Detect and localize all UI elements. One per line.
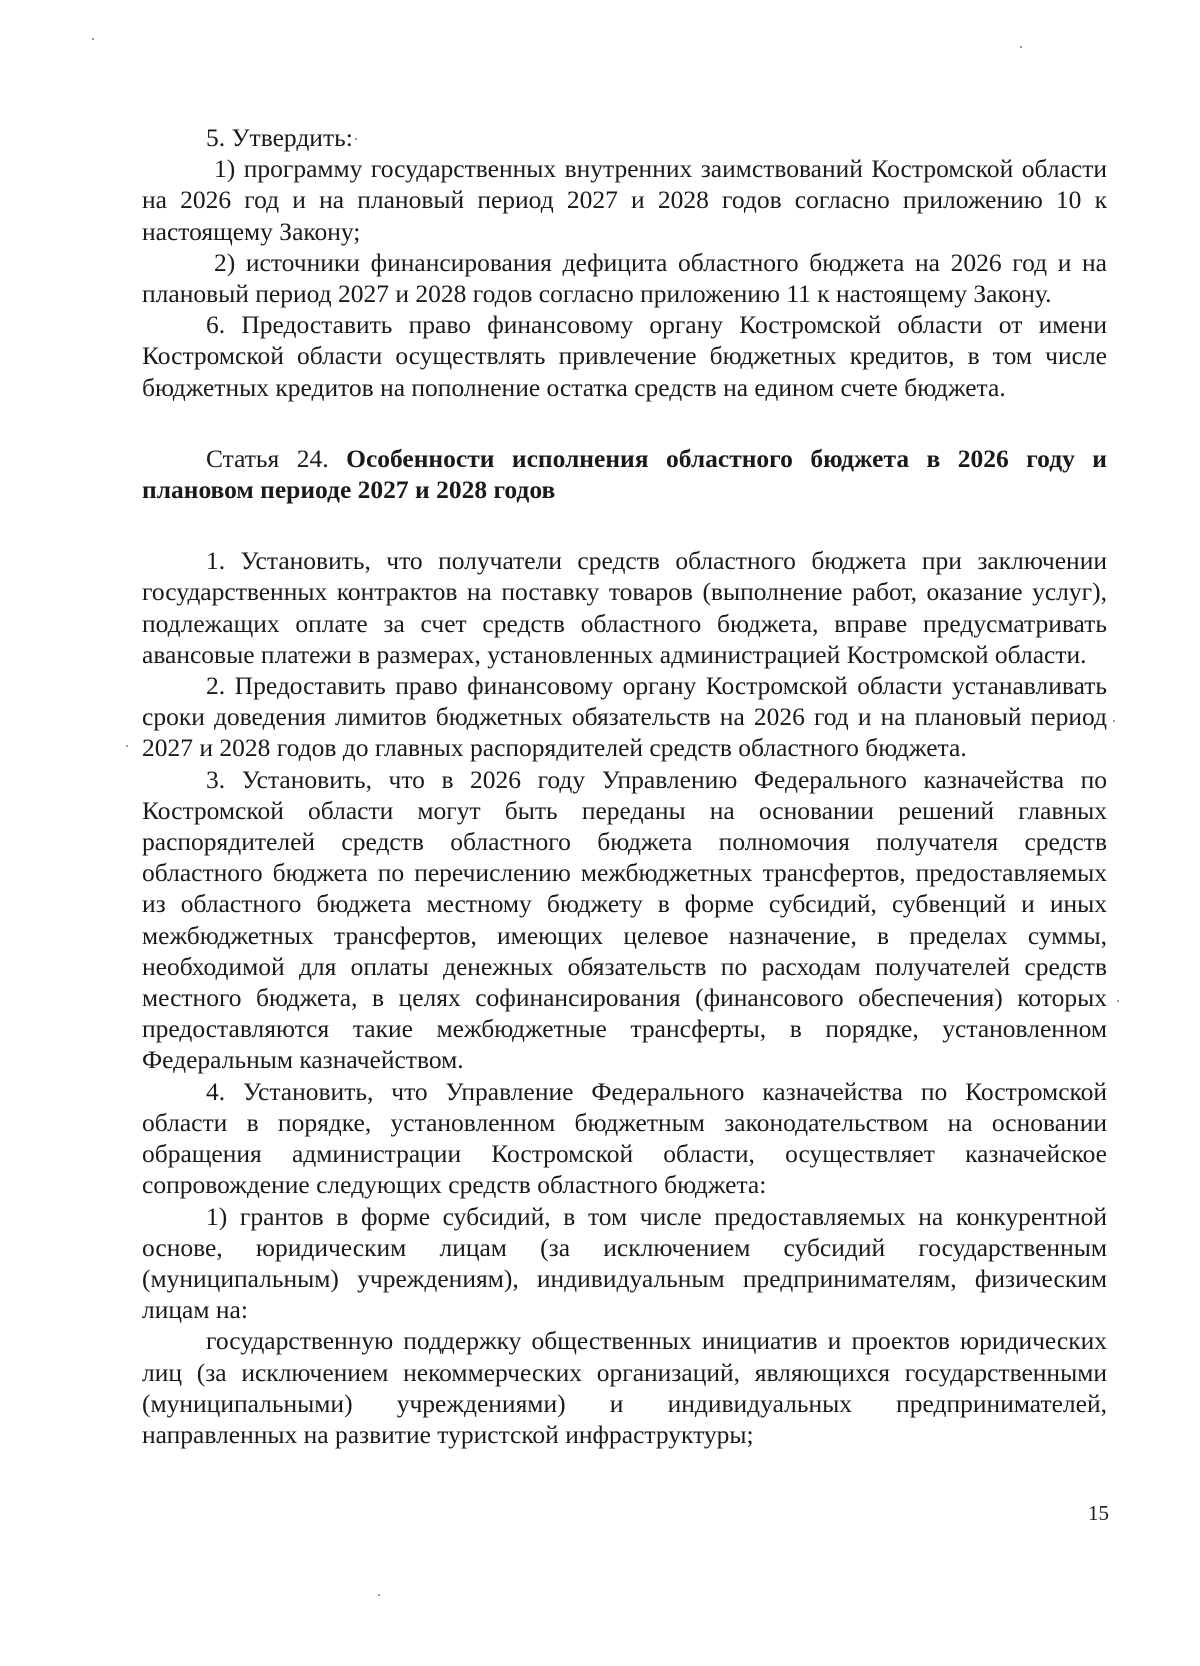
scan-speck (126, 745, 128, 747)
page-number: 15 (1088, 1501, 1109, 1525)
article-paragraph-1: 1. Установить, что получатели средств областного бюджета при заключении государственных контрактов на поставку товаров (выполнение работ, оказание услуг), подлежащих оплате за счет средств областного бюджета, вправе предусматривать авансовые платежи в размерах, установленных администрацией Костромской области. (142, 546, 1107, 669)
paragraph-item-5-2: 2) источники финансирования дефицита областного бюджета на 2026 год и на плановый период 2027 и 2028 годов согласно приложению 11 к настоящему Закону. (142, 247, 1107, 309)
article-paragraph-4: 4. Установить, что Управление Федерального казначейства по Костромской области в порядке, установленном бюджетным законодательством на основании обращения администрации Костромской области, осуществляет казначейское сопровождение следующих средств областного бюджета: (142, 1076, 1107, 1200)
article-title: Особенности исполнения областного бюджета в 2026 году и плановом периоде 2027 и 2028 годов (142, 443, 1107, 505)
article-paragraph-3: 3. Установить, что в 2026 году Управлению Федерального казначейства по Костромской области могут быть переданы на основании решений главных распорядителей средств областного бюджета полномочия получателя средств областного бюджета по перечислению межбюджетных трансфертов, предоставляемых из областного бюджета местному бюджету в форме субсидий, субвенций и иных межбюджетных трансфертов, имеющих целевое назначение, в пределах суммы, необходимой для оплаты денежных обязательств по расходам получателей средств местного бюджета, в целях софинансирования (финансового обеспечения) которых предоставляются такие межбюджетные трансферты, в порядке, установленном Федеральным казначейством. (142, 764, 1107, 1075)
paragraph-item-5-1: 1) программу государственных внутренних заимствований Костромской области на 2026 год и на плановый период 2027 и 2028 годов согласно приложению 10 к настоящему Закону; (142, 154, 1107, 246)
article-paragraph-4-1-a: государственную поддержку общественных инициатив и проектов юридических лиц (за исключением некоммерческих организаций, являющихся государственными (муниципальными) учреждениями) и индивидуальных предпринимателей, направленных на развитие туристской инфраструктуры; (142, 1326, 1107, 1449)
scan-speck (92, 38, 94, 40)
article-paragraph-4-1: 1) грантов в форме субсидий, в том числе предоставляемых на конкурентной основе, юридическим лицам (за исключением субсидий государственным (муниципальным) учреждениям), индивидуальным предпринимателям, физическим лицам на: (142, 1201, 1107, 1325)
article-paragraph-2: 2. Предоставить право финансовому органу Костромской области устанавливать сроки доведения лимитов бюджетных обязательств на 2026 год и на плановый период 2027 и 2028 годов до главных распорядителей средств областного бюджета. (142, 671, 1107, 763)
scan-speck (378, 1594, 380, 1596)
scan-speck (1113, 720, 1115, 722)
paragraph-item-6: 6. Предоставить право финансовому органу Костромской области от имени Костромской области осуществлять привлечение бюджетных кредитов, в том числе бюджетных кредитов на пополнение остатка средств на едином счете бюджета. (142, 310, 1107, 402)
scan-speck (1020, 46, 1022, 48)
scan-speck (1117, 1000, 1119, 1002)
article-heading (142, 443, 1107, 505)
article-prefix: Статья 24. (206, 443, 329, 473)
document-body (142, 122, 1107, 1450)
paragraph-item-5: 5. Утвердить: (206, 123, 353, 152)
